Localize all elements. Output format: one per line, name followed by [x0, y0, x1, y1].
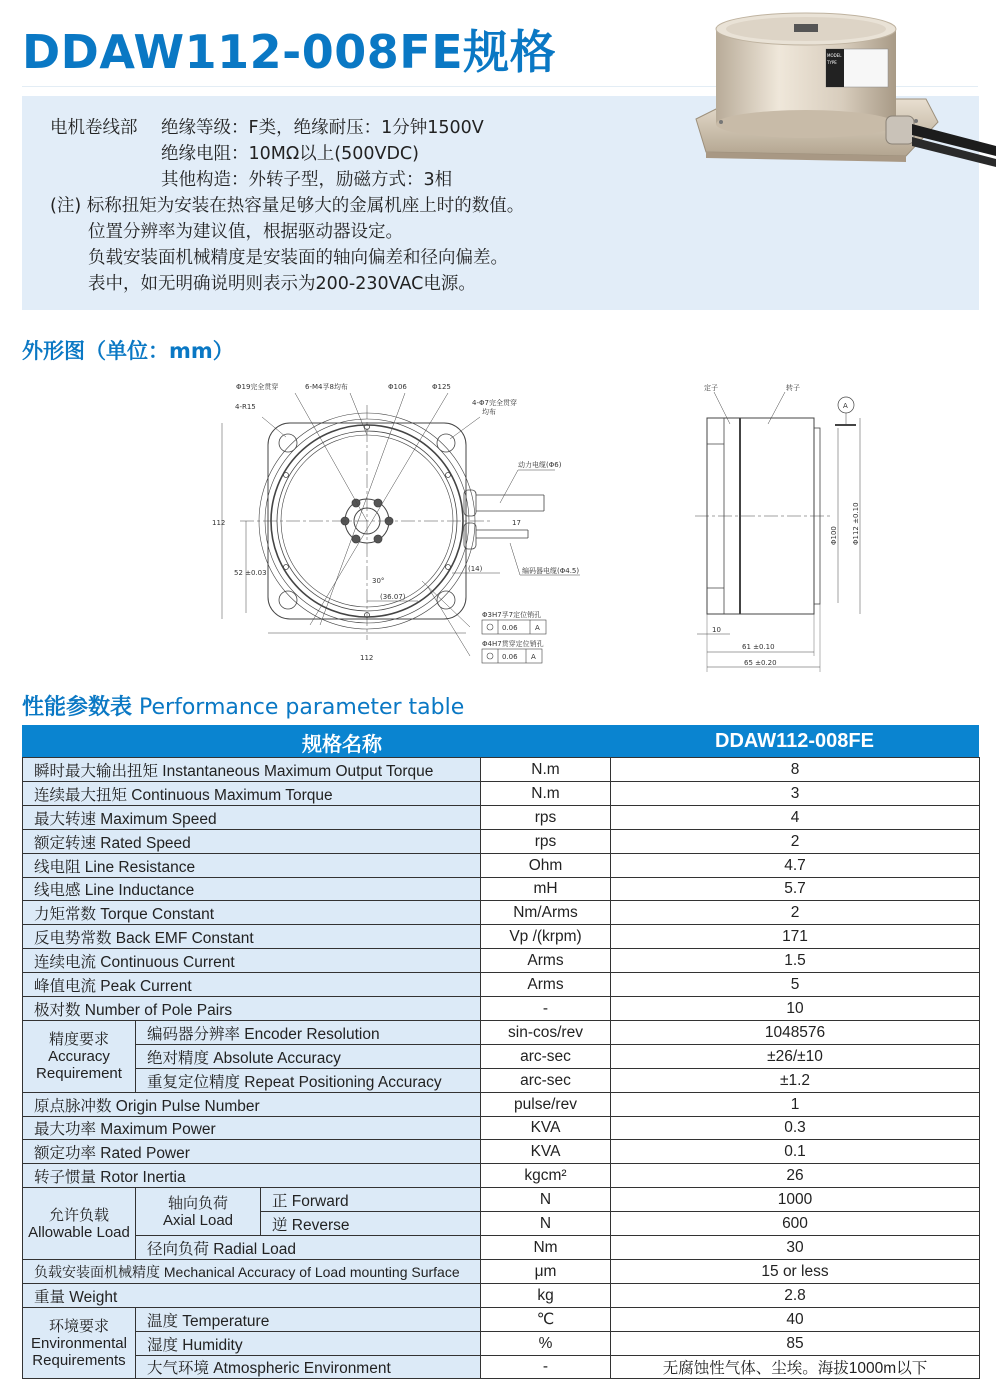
group-environmental-requirements-line: 环境要求: [48, 1316, 109, 1335]
product-label-model: MODEL: [827, 53, 842, 58]
row-name: 绝对精度 Absolute Accuracy: [135, 1044, 481, 1069]
row-unit: μm: [480, 1259, 611, 1284]
row-value: ±1.2: [610, 1068, 980, 1093]
datum-label: A: [535, 624, 540, 632]
row-name: 湿度 Humidity: [135, 1331, 481, 1356]
row-unit: N.m: [480, 757, 611, 782]
dim-label: Φ112 ±0.10: [852, 502, 860, 545]
row-name: 额定功率 Rated Power: [22, 1139, 481, 1164]
stator-label: 定子: [704, 384, 718, 392]
tolerance-value: 0.06: [502, 653, 518, 661]
dim-label: 112: [360, 654, 374, 662]
info-note: 表中，如无明确说明则表示为200-230VAC电源。: [88, 274, 476, 294]
row-unit: N: [480, 1187, 611, 1212]
row-unit: arc-sec: [480, 1044, 611, 1069]
row-value: 0.3: [610, 1116, 980, 1140]
dim-label: (36.07): [380, 593, 406, 601]
dim-label: 30°: [372, 577, 385, 585]
info-line: 其他构造：外转子型，励磁方式：3相: [161, 170, 453, 190]
info-note: (注) 标称扭矩为安装在热容量足够大的金属机座上时的数值。: [50, 196, 525, 216]
row-unit: %: [480, 1331, 611, 1356]
dim-label: (14): [468, 565, 483, 573]
row-value: 30: [610, 1235, 980, 1260]
group-axial-load-line: 轴向负荷: [167, 1193, 228, 1212]
row-unit: mH: [480, 877, 611, 901]
row-name: 逆 Reverse: [260, 1211, 481, 1236]
row-value: 85: [610, 1331, 980, 1356]
dim-label: Φ106: [388, 383, 407, 391]
row-name: 最大转速 Maximum Speed: [22, 805, 481, 830]
dim-label: 10: [712, 626, 721, 634]
dim-label: 112: [212, 519, 226, 527]
row-unit: KVA: [480, 1116, 611, 1140]
group-accuracy-requirement: [22, 1020, 136, 1093]
row-value: 1048576: [610, 1020, 980, 1045]
outline-drawing-heading: 外形图（单位：mm）: [22, 339, 234, 363]
datum-label: A: [531, 653, 536, 661]
row-value: 0.1: [610, 1139, 980, 1164]
row-unit: Nm: [480, 1235, 611, 1260]
dim-label: 17: [512, 519, 521, 527]
row-value: ±26/±10: [610, 1044, 980, 1069]
side-view-drawing: [690, 370, 890, 675]
rotor-label: 转子: [786, 384, 800, 392]
row-value: 1: [610, 1092, 980, 1117]
row-unit: Arms: [480, 948, 611, 973]
row-name: 线电感 Line Inductance: [22, 877, 481, 901]
dim-label: Φ100: [830, 526, 838, 545]
row-value: 4: [610, 805, 980, 830]
info-section-label: 电机卷线部: [50, 118, 138, 138]
datum-label: A: [843, 402, 848, 410]
row-name: 反电势常数 Back EMF Constant: [22, 924, 481, 949]
row-value: 10: [610, 996, 980, 1021]
row-value: 26: [610, 1163, 980, 1188]
dim-label: 65 ±0.20: [744, 659, 777, 667]
row-unit: Vp /(krpm): [480, 924, 611, 949]
row-value: 40: [610, 1307, 980, 1332]
row-name: 正 Forward: [260, 1187, 481, 1212]
row-value: 15 or less: [610, 1259, 980, 1284]
row-unit: rps: [480, 829, 611, 854]
row-value: 2: [610, 829, 980, 854]
dim-label: 4-R15: [235, 403, 256, 411]
row-name: 原点脉冲数 Origin Pulse Number: [22, 1092, 481, 1117]
table-header: [22, 725, 979, 757]
row-value: 600: [610, 1211, 980, 1236]
row-unit: N: [480, 1211, 611, 1236]
row-unit: Arms: [480, 972, 611, 997]
dim-label: 6-M4孚8均布: [305, 383, 348, 391]
dim-label: 4-Φ7完全贯穿: [472, 399, 517, 407]
row-value: 5: [610, 972, 980, 997]
info-line: 绝缘电阻：10MΩ以上(500VDC): [161, 144, 419, 164]
group-allowable-load: [22, 1187, 136, 1260]
dim-label: Φ19完全贯穿: [236, 383, 279, 391]
row-unit: -: [480, 996, 611, 1021]
row-name: 额定转速 Rated Speed: [22, 829, 481, 854]
row-value: 2: [610, 900, 980, 925]
group-axial-load-line: Axial Load: [162, 1211, 234, 1229]
row-unit: pulse/rev: [480, 1092, 611, 1117]
performance-table-heading: [22, 690, 464, 721]
product-label-type: TYPE: [827, 60, 837, 65]
dim-label: 61 ±0.10: [742, 643, 775, 651]
row-name: 连续最大扭矩 Continuous Maximum Torque: [22, 781, 481, 806]
group-environmental-requirements: [22, 1307, 136, 1379]
row-unit: Nm/Arms: [480, 900, 611, 925]
dim-label: 动力电缆(Φ6): [518, 461, 562, 469]
tolerance-value: 0.06: [502, 624, 518, 632]
group-axial-load: [135, 1187, 261, 1236]
row-name: 线电阻 Line Resistance: [22, 853, 481, 878]
dim-label: Φ3H7孚7定位销孔: [482, 611, 542, 619]
row-value: 2.8: [610, 1283, 980, 1308]
table-heading-cn: 性能参数表: [22, 695, 133, 720]
product-photo: [676, 4, 996, 174]
row-name: 重量 Weight: [22, 1283, 481, 1308]
group-allowable-load-line: Allowable Load: [28, 1223, 130, 1241]
row-value: 171: [610, 924, 980, 949]
row-value: 8: [610, 757, 980, 782]
row-value: 无腐蚀性气体、尘埃。海拔1000m以下: [610, 1355, 980, 1379]
row-value: 3: [610, 781, 980, 806]
row-unit: arc-sec: [480, 1068, 611, 1093]
page-title: DDAW112-008FE规格: [22, 25, 557, 79]
row-value: 5.7: [610, 877, 980, 901]
group-environmental-requirements-line: Environmental: [31, 1334, 127, 1352]
group-accuracy-requirement-line: Requirement: [36, 1065, 122, 1082]
row-name: 重复定位精度 Repeat Positioning Accuracy: [135, 1068, 481, 1093]
column-header-name: 规格名称: [302, 732, 382, 756]
group-accuracy-requirement-line: 精度要求: [48, 1030, 109, 1048]
row-value: 4.7: [610, 853, 980, 878]
table-heading-en: Performance parameter table: [139, 695, 465, 720]
info-note: 负载安装面机械精度是安装面的轴向偏差和径向偏差。: [88, 248, 508, 268]
front-view-drawing: [200, 375, 600, 675]
row-unit: sin-cos/rev: [480, 1020, 611, 1045]
row-unit: N.m: [480, 781, 611, 806]
row-name: 瞬时最大输出扭矩 Instantaneous Maximum Output Torque: [22, 757, 481, 782]
dim-label: Φ125: [432, 383, 451, 391]
row-name: 转子惯量 Rotor Inertia: [22, 1163, 481, 1188]
row-value: 1000: [610, 1187, 980, 1212]
group-accuracy-requirement-line: Accuracy: [48, 1048, 110, 1065]
row-unit: Ohm: [480, 853, 611, 878]
row-unit: kgcm²: [480, 1163, 611, 1188]
row-unit: rps: [480, 805, 611, 830]
dim-label: 编码器电缆(Φ4.5): [522, 567, 580, 575]
row-name: 径向负荷 Radial Load: [135, 1235, 481, 1260]
row-name: 连续电流 Continuous Current: [22, 948, 481, 973]
row-name: 最大功率 Maximum Power: [22, 1116, 481, 1140]
group-environmental-requirements-line: Requirements: [32, 1351, 126, 1369]
row-unit: kg: [480, 1283, 611, 1308]
column-header-model: DDAW112-008FE: [715, 730, 874, 752]
row-unit: -: [480, 1355, 611, 1379]
row-name: 温度 Temperature: [135, 1307, 481, 1332]
row-name: 极对数 Number of Pole Pairs: [22, 996, 481, 1021]
row-name: 负载安装面机械精度 Mechanical Accuracy of Load mounting Surface: [22, 1259, 481, 1284]
info-line: 绝缘等级：F类，绝缘耐压：1分钟1500V: [161, 118, 484, 138]
row-value: 1.5: [610, 948, 980, 973]
dim-label: 均布: [482, 408, 496, 416]
row-name: 大气环境 Atmospheric Environment: [135, 1355, 481, 1379]
row-unit: ℃: [480, 1307, 611, 1332]
row-name: 力矩常数 Torque Constant: [22, 900, 481, 925]
group-allowable-load-line: 允许负载: [48, 1205, 109, 1224]
row-name: 峰值电流 Peak Current: [22, 972, 481, 997]
row-unit: KVA: [480, 1139, 611, 1164]
row-name: 编码器分辨率 Encoder Resolution: [135, 1020, 481, 1045]
dim-label: Φ4H7贯穿定位销孔: [482, 640, 544, 648]
info-note: 位置分辨率为建议值，根据驱动器设定。: [88, 222, 403, 242]
dim-label: 52 ±0.03: [234, 569, 267, 577]
